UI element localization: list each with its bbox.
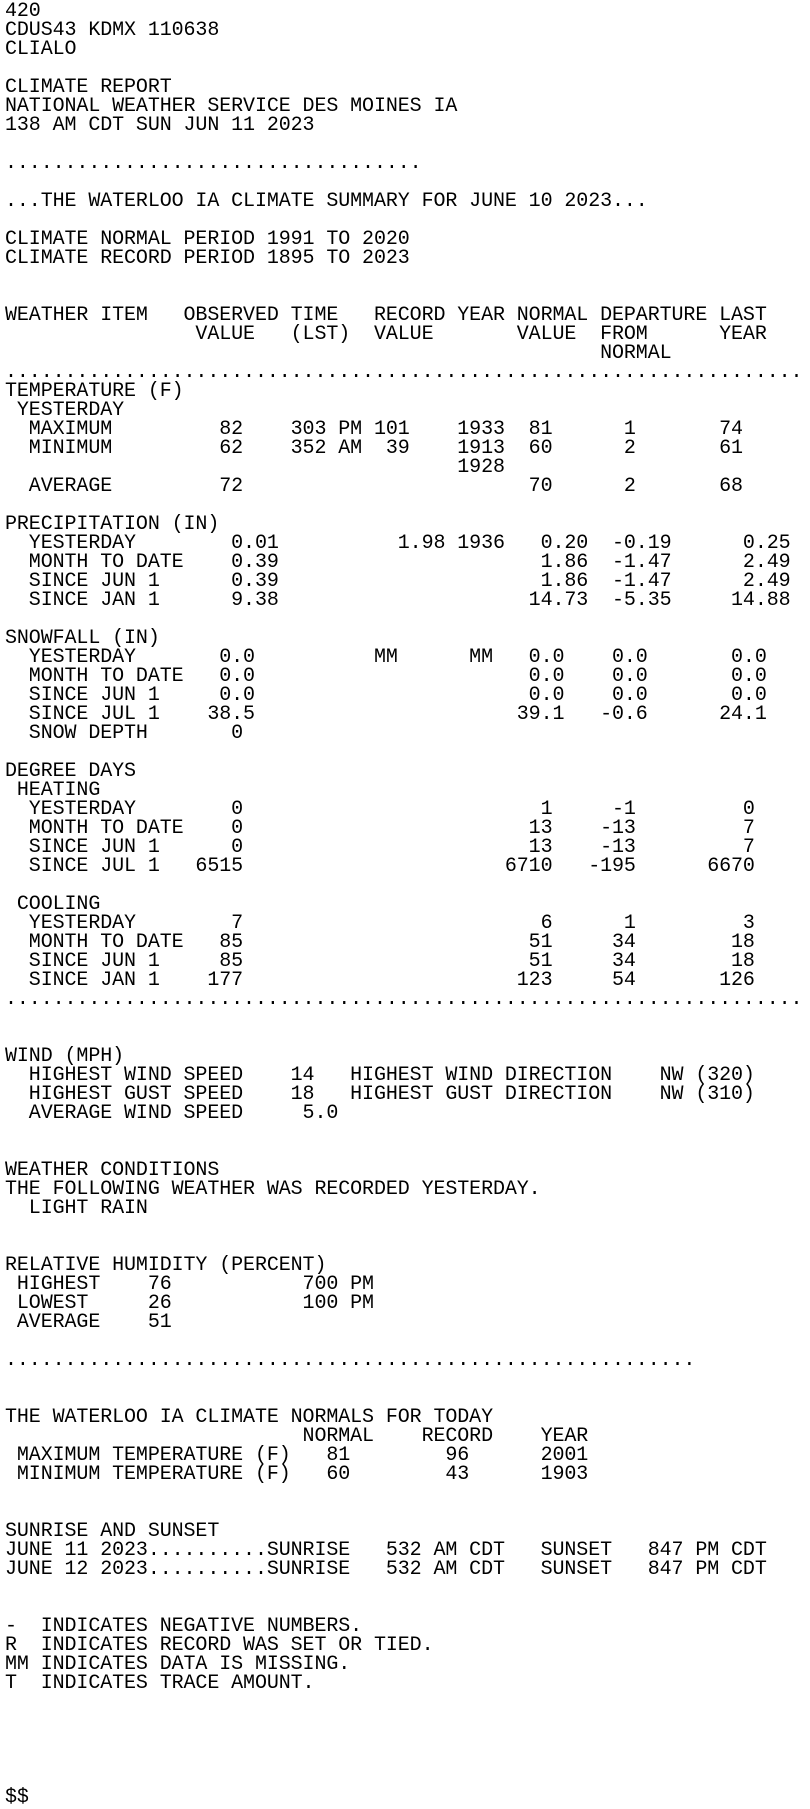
report-line: HIGHEST WIND SPEED 14 HIGHEST WIND DIRECTION NW (320) — [5, 1064, 755, 1087]
report-line: CLIMATE REPORT — [5, 76, 172, 99]
report-line: SINCE JAN 1 177 123 54 126 — [5, 969, 755, 992]
report-line: SNOW DEPTH 0 — [5, 722, 244, 745]
report-line: - INDICATES NEGATIVE NUMBERS. — [5, 1615, 363, 1638]
report-line: PRECIPITATION (IN) — [5, 513, 220, 536]
report-line — [5, 1750, 802, 1769]
report-line: HIGHEST GUST SPEED 18 HIGHEST GUST DIRECTION NW (310) — [5, 1083, 755, 1106]
report-line: AVERAGE 51 — [5, 1311, 172, 1334]
report-line: 420 — [5, 0, 41, 23]
climate-report-text — [5, 2, 802, 1807]
report-line: NORMAL RECORD YEAR — [5, 1425, 589, 1448]
report-line: T INDICATES TRACE AMOUNT. — [5, 1672, 315, 1695]
report-line: NORMAL — [5, 342, 672, 365]
report-line: JUNE 11 2023..........SUNRISE 532 AM CDT SUNSET 847 PM CDT — [5, 1539, 767, 1562]
report-line: SINCE JUL 1 38.5 39.1 -0.6 24.1 — [5, 703, 767, 726]
report-line — [5, 1731, 802, 1750]
report-line: ................................................................... — [5, 361, 803, 384]
report-line: AVERAGE WIND SPEED 5.0 — [5, 1102, 339, 1125]
report-line: MAXIMUM 82 303 PM 101 1933 81 1 74 — [5, 418, 743, 441]
report-line: JUNE 12 2023..........SUNRISE 532 AM CDT SUNSET 847 PM CDT — [5, 1558, 767, 1581]
report-line: THE WATERLOO IA CLIMATE NORMALS FOR TODAY — [5, 1406, 493, 1429]
report-line: MINIMUM 62 352 AM 39 1913 60 2 61 — [5, 437, 743, 460]
report-line: TEMPERATURE (F) — [5, 380, 184, 403]
report-line — [5, 268, 802, 287]
report-line: .......................................................... — [5, 1349, 696, 1372]
report-line: YESTERDAY — [5, 399, 125, 422]
report-line: YESTERDAY 0.01 1.98 1936 0.20 -0.19 0.25 — [5, 532, 791, 555]
report-line: SINCE JAN 1 9.38 14.73 -5.35 14.88 — [5, 589, 791, 612]
report-line: ................................................................... — [5, 988, 803, 1011]
report-line: WIND (MPH) — [5, 1045, 125, 1068]
report-line: 1928 — [5, 456, 505, 479]
report-line: YESTERDAY 0.0 MM MM 0.0 0.0 0.0 — [5, 646, 767, 669]
report-line: 138 AM CDT SUN JUN 11 2023 — [5, 114, 315, 137]
report-line: SINCE JUN 1 0.0 0.0 0.0 0.0 — [5, 684, 767, 707]
report-line: NATIONAL WEATHER SERVICE DES MOINES IA — [5, 95, 458, 118]
report-line: WEATHER CONDITIONS — [5, 1159, 220, 1182]
report-line: SINCE JUN 1 0.39 1.86 -1.47 2.49 — [5, 570, 791, 593]
report-line — [5, 1712, 802, 1731]
report-line: HIGHEST 76 700 PM — [5, 1273, 374, 1296]
report-line — [5, 1009, 802, 1028]
report-line: VALUE (LST) VALUE VALUE FROM YEAR — [5, 323, 767, 346]
report-line: THE FOLLOWING WEATHER WAS RECORDED YESTERDAY. — [5, 1178, 541, 1201]
report-line: COOLING — [5, 893, 101, 916]
report-line: HEATING — [5, 779, 101, 802]
report-line — [5, 1579, 802, 1598]
report-line — [5, 876, 802, 895]
report-line: MONTH TO DATE 0 13 -13 7 — [5, 817, 755, 840]
report-line: CDUS43 KDMX 110638 — [5, 19, 220, 42]
report-line — [5, 1123, 802, 1142]
report-line: AVERAGE 72 70 2 68 — [5, 475, 743, 498]
report-line — [5, 1028, 802, 1047]
report-line: ...THE WATERLOO IA CLIMATE SUMMARY FOR JUNE 10 2023... — [5, 190, 648, 213]
report-line: ................................... — [5, 152, 422, 175]
report-line: R INDICATES RECORD WAS SET OR TIED. — [5, 1634, 434, 1657]
report-line: WEATHER ITEM OBSERVED TIME RECORD YEAR NORMAL DEPARTURE LAST — [5, 304, 767, 327]
report-line: YESTERDAY 7 6 1 3 — [5, 912, 755, 935]
report-line: SUNRISE AND SUNSET — [5, 1520, 220, 1543]
report-line: MONTH TO DATE 85 51 34 18 — [5, 931, 755, 954]
report-line: LOWEST 26 100 PM — [5, 1292, 374, 1315]
report-line: MINIMUM TEMPERATURE (F) 60 43 1903 — [5, 1463, 589, 1486]
report-line — [5, 1769, 802, 1788]
report-line: MONTH TO DATE 0.0 0.0 0.0 0.0 — [5, 665, 767, 688]
report-line — [5, 1693, 802, 1712]
report-line: SINCE JUN 1 85 51 34 18 — [5, 950, 755, 973]
report-line: MM INDICATES DATA IS MISSING. — [5, 1653, 351, 1676]
report-line: CLIMATE NORMAL PERIOD 1991 TO 2020 — [5, 228, 410, 251]
report-line: MONTH TO DATE 0.39 1.86 -1.47 2.49 — [5, 551, 791, 574]
report-line — [5, 1484, 802, 1503]
report-line: LIGHT RAIN — [5, 1197, 148, 1220]
report-line: YESTERDAY 0 1 -1 0 — [5, 798, 755, 821]
report-line: MAXIMUM TEMPERATURE (F) 81 96 2001 — [5, 1444, 589, 1467]
report-line — [5, 1370, 802, 1389]
report-line: CLIMATE RECORD PERIOD 1895 TO 2023 — [5, 247, 410, 270]
report-line: CLIALO — [5, 38, 77, 61]
report-line — [5, 1218, 802, 1237]
report-line: SINCE JUL 1 6515 6710 -195 6670 — [5, 855, 755, 878]
report-line: SINCE JUN 1 0 13 -13 7 — [5, 836, 755, 859]
report-line: DEGREE DAYS — [5, 760, 136, 783]
report-line: SNOWFALL (IN) — [5, 627, 160, 650]
report-line: $$ — [5, 1786, 29, 1809]
report-line: RELATIVE HUMIDITY (PERCENT) — [5, 1254, 327, 1277]
